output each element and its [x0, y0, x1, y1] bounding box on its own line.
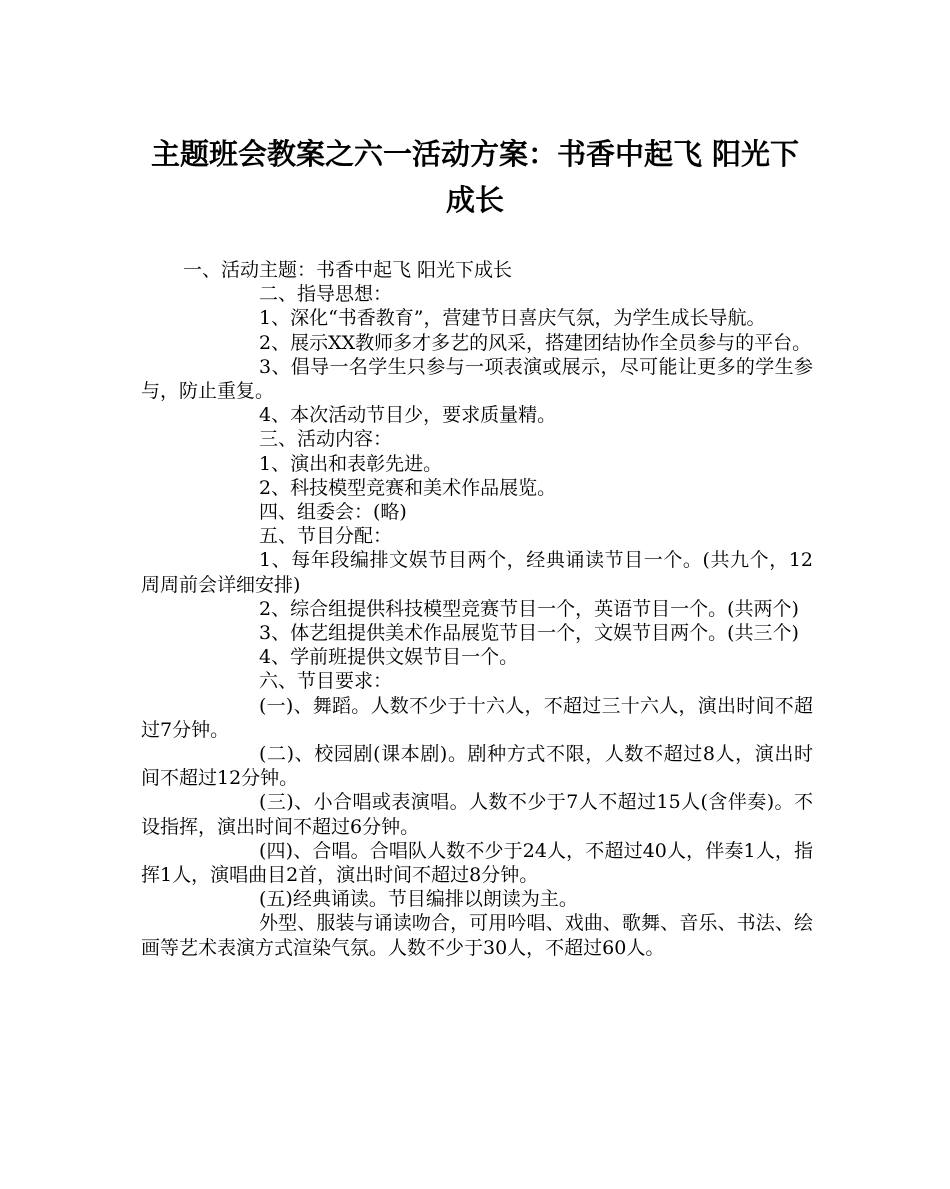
- paragraph-guiding-1: 1、深化“书香教育”，营建节日喜庆气氛，为学生成长导航。: [259, 307, 766, 330]
- paragraph-allocation-heading: 五、节目分配：: [259, 525, 393, 548]
- paragraph-requirement-recitation: (五)经典诵读。节目编排以朗读为主。: [259, 888, 578, 911]
- paragraph-requirement-drama: (二)、校园剧(课本剧)。剧种方式不限，人数不超过8人，演出时间不超过12分钟。: [141, 743, 813, 790]
- paragraph-guiding-heading: 二、指导思想：: [259, 283, 393, 306]
- paragraph-content-1: 1、演出和表彰先进。: [259, 452, 443, 475]
- paragraph-content-heading: 三、活动内容：: [259, 428, 393, 451]
- paragraph-guiding-4: 4、本次活动节目少，要求质量精。: [259, 404, 557, 427]
- paragraph-guiding-2: 2、展示XX教师多才多艺的风采，搭建团结协作全员参与的平台。: [259, 331, 812, 354]
- paragraph-content-2: 2、科技模型竞赛和美术作品展览。: [259, 476, 557, 499]
- paragraph-allocation-2: 2、综合组提供科技模型竞赛节目一个，英语节目一个。(共两个): [259, 597, 799, 620]
- paragraph-allocation-4: 4、学前班提供文娱节目一个。: [259, 646, 519, 669]
- paragraph-allocation-1: 1、每年段编排文娱节目两个，经典诵读节目一个。(共九个，12周周前会详细安排): [141, 549, 813, 596]
- paragraph-allocation-3: 3、体艺组提供美术作品展览节目一个，文娱节目两个。(共三个): [259, 622, 799, 645]
- paragraph-guiding-3: 3、倡导一名学生只参与一项表演或展示，尽可能让更多的学生参与，防止重复。: [141, 355, 813, 403]
- document-body: [141, 258, 813, 960]
- paragraph-activity-theme: 一、活动主题：书香中起飞 阳光下成长: [183, 259, 513, 281]
- paragraph-requirement-recitation-detail: 外型、服装与诵读吻合，可用吟唱、戏曲、歌舞、音乐、书法、绘画等艺术表演方式渲染气氛。人数不少于30人，不超过60人。: [141, 912, 813, 959]
- paragraph-requirements-heading: 六、节目要求：: [259, 670, 393, 693]
- paragraph-committee: 四、组委会：(略): [259, 501, 407, 524]
- paragraph-requirement-chorus: (四)、合唱。合唱队人数不少于24人，不超过40人，伴奏1人，指挥1人，演唱曲目2首，演出时间不超过8分钟。: [141, 839, 813, 887]
- document-title: 主题班会教案之六一活动方案：书香中起飞 阳光下成长: [150, 137, 800, 217]
- paragraph-requirement-small-chorus: (三)、小合唱或表演唱。人数不少于7人不超过15人(含伴奏)。不设指挥，演出时间不超过6分钟。: [141, 791, 813, 838]
- paragraph-requirement-dance: (一)、舞蹈。人数不少于十六人，不超过三十六人，演出时间不超过7分钟。: [141, 694, 813, 741]
